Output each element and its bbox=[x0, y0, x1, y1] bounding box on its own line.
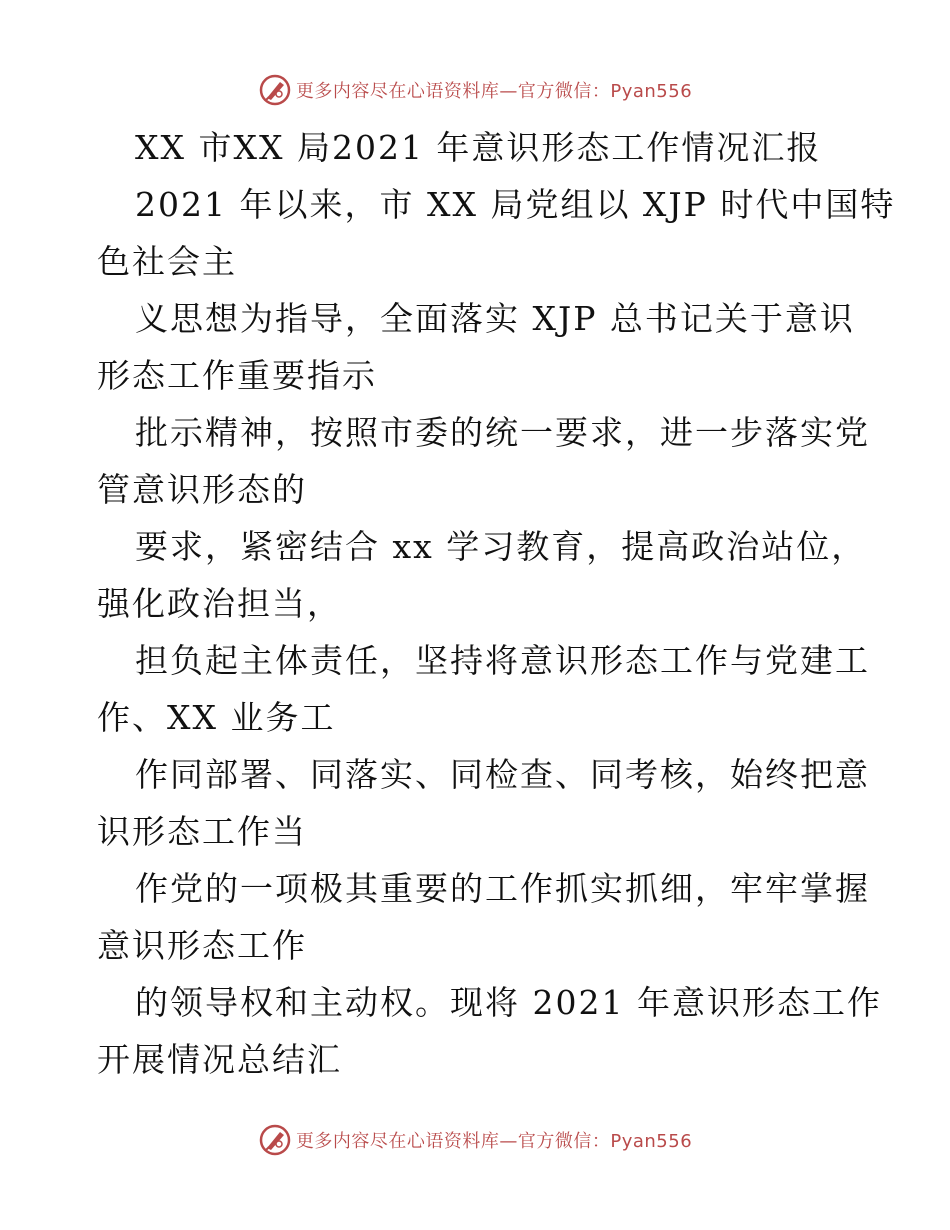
document-title: XX 市XX 局2021 年意识形态工作情况汇报 bbox=[135, 128, 822, 167]
paragraph-line: 作同部署、同落实、同检查、同考核，始终把意 bbox=[135, 755, 870, 794]
paragraph-line: 形态工作重要指示 bbox=[97, 356, 377, 395]
watermark-header bbox=[0, 72, 950, 108]
watermark-text: 更多内容尽在心语资料库—官方微信：Pyan556 bbox=[295, 81, 693, 102]
paragraph-line: 管意识形态的 bbox=[97, 470, 307, 509]
paragraph-line: 义思想为指导，全面落实 XJP 总书记关于意识 bbox=[135, 299, 855, 338]
paragraph-line: 2021 年以来，市 XX 局党组以 XJP 时代中国特 bbox=[135, 185, 896, 224]
watermark-text: 更多内容尽在心语资料库—官方微信：Pyan556 bbox=[295, 1131, 693, 1152]
paragraph-line: 作党的一项极其重要的工作抓实抓细，牢牢掌握 bbox=[135, 869, 870, 908]
paragraph-line: 强化政治担当， bbox=[97, 584, 342, 623]
paragraph-line: 意识形态工作 bbox=[97, 926, 307, 965]
paragraph-line: 担负起主体责任，坚持将意识形态工作与党建工 bbox=[135, 641, 870, 680]
paragraph-line: 开展情况总结汇 bbox=[97, 1040, 342, 1079]
paragraph-line: 要求，紧密结合 xx 学习教育，提高政治站位， bbox=[135, 527, 867, 566]
paragraph-line: 识形态工作当 bbox=[97, 812, 307, 851]
paragraph-line: 的领导权和主动权。现将 2021 年意识形态工作 bbox=[135, 983, 882, 1022]
watermark-footer bbox=[0, 1122, 950, 1158]
quill-pen-seal-icon bbox=[258, 73, 292, 107]
paragraph-line: 作、XX 业务工 bbox=[97, 698, 336, 737]
paragraph-line: 批示精神，按照市委的统一要求，进一步落实党 bbox=[135, 413, 870, 452]
paragraph-line: 色社会主 bbox=[97, 242, 237, 281]
quill-pen-seal-icon bbox=[258, 1123, 292, 1157]
